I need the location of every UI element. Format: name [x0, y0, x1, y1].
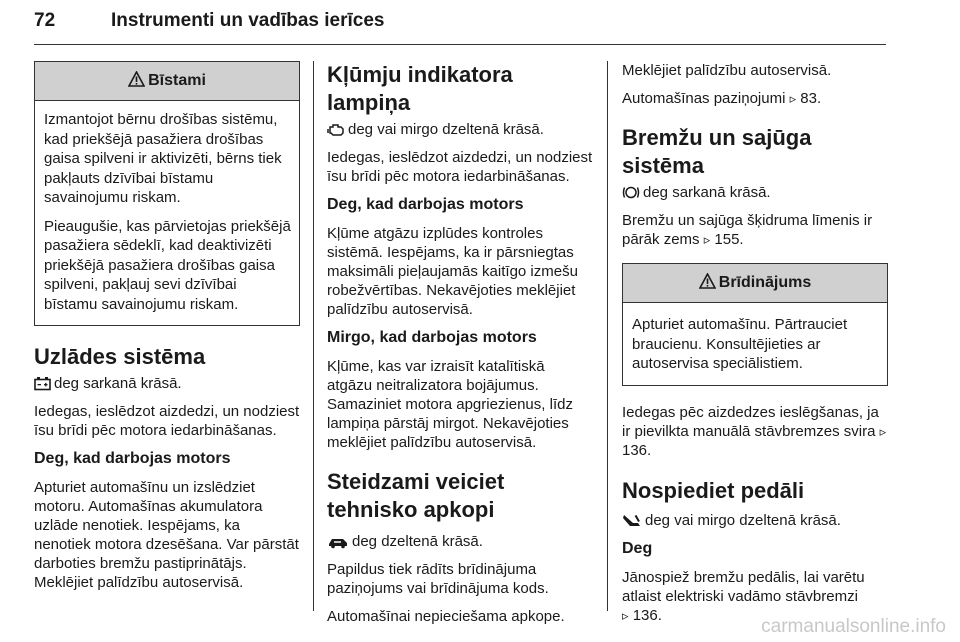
service-indicator-line	[327, 532, 593, 551]
danger-box	[34, 61, 300, 326]
caution-box-header	[623, 264, 887, 303]
danger-box-title: Bīstami	[148, 72, 206, 89]
page-reference-icon: ▹	[789, 91, 797, 106]
watermark: carmanualsonline.info	[761, 616, 946, 637]
section-heading-charging: Uzlādes sistēma	[34, 344, 206, 369]
wrench-car-icon	[327, 534, 349, 549]
body-paragraph: Meklējiet palīdzību autoservisā.	[622, 62, 832, 79]
section-heading-mil: Kļūmju indikatora lampiņa	[327, 62, 513, 115]
page-reference-icon: ▹	[622, 607, 629, 623]
page-reference[interactable]: 155.	[714, 231, 744, 248]
subheading-pedal-on: Deg	[622, 539, 653, 557]
brake-paragraph	[622, 403, 888, 460]
brake-warning-icon	[622, 185, 640, 200]
caution-box	[622, 263, 888, 386]
danger-paragraph: Pieaugušie, kas pārvietojas priekšējā pasažiera sēdeklī, kad deaktivizēti priekšējā pasažiera drošības gaisa spilveni, pakļauj sevi dzīvībai bīstamu savainojumu riskam.	[44, 217, 291, 313]
mil-paragraph: Iedegas, ieslēdzot aizdedzi, un nodziest īsu brīdi pēc motora iedarbināšanas.	[327, 149, 593, 185]
section-heading-pedal: Nospiediet pedāli	[622, 477, 805, 503]
mil-paragraph: Kļūme, kas var izraisīt katalītiskā atgāzu neitralizatora bojājumus. Samaziniet motora apgriezienus, līdz lampiņa pārstāj mirgot. Nekavējoties meklējiet palīdzību autoservisā.	[327, 358, 573, 451]
page-title: Instrumenti un vadības ierīces	[111, 10, 385, 31]
battery-icon	[34, 376, 51, 391]
danger-paragraph: Izmantojot bērnu drošības sistēmu, kad priekšējā pasažiera drošības gaisa spilveni ir aktivizēti, bērns tiek pakļauts dzīvībai bīstamu savainojumu riskam.	[44, 111, 282, 206]
mil-indicator-line	[327, 120, 593, 139]
cross-reference-text: Automašīnas paziņojumi	[622, 90, 786, 107]
caution-box-title: Brīdinājums	[718, 274, 812, 291]
column-middle	[327, 61, 593, 635]
charging-indicator-line	[34, 374, 300, 393]
page-reference[interactable]: 136.	[622, 441, 652, 459]
mil-indicator-text: deg vai mirgo dzeltenā krāsā.	[348, 121, 544, 138]
page-reference[interactable]: 83.	[800, 90, 822, 107]
engine-icon	[327, 122, 345, 137]
page-number: 72	[34, 10, 56, 31]
brake-paragraph-text: Bremžu un sajūga šķidruma līmenis ir pārāk zems	[622, 212, 873, 248]
body-paragraph	[622, 89, 888, 108]
charging-indicator-text: deg sarkanā krāsā.	[54, 375, 182, 392]
pedal-indicator-line	[622, 511, 888, 530]
pedal-indicator-text: deg vai mirgo dzeltenā krāsā.	[645, 511, 841, 529]
warning-triangle-icon	[699, 273, 716, 289]
foot-pedal-icon	[622, 513, 642, 528]
brake-indicator-text: deg sarkanā krāsā.	[643, 184, 771, 201]
service-paragraph: Automašīnai nepieciešama apkope.	[327, 608, 565, 625]
brake-paragraph	[622, 211, 888, 249]
column-left	[34, 61, 300, 601]
service-paragraph: Papildus tiek rādīts brīdinājuma paziņojums vai brīdinājuma kods.	[327, 561, 549, 597]
column-divider	[313, 61, 314, 611]
page-header	[34, 8, 886, 45]
pedal-paragraph-text: Jānospiež bremžu pedālis, lai varētu atlaist elektriski vadāmo stāvbremzi	[622, 568, 865, 605]
column-right	[622, 61, 888, 634]
warning-triangle-icon	[128, 71, 145, 87]
column-divider	[607, 61, 608, 611]
mil-paragraph: Kļūme atgāzu izplūdes kontroles sistēmā. Iespējams, ka ir pārsniegtas maksimāli pieļaujamās kaitīgo izmešu robežvērtības. Nekavējoties meklējiet palīdzību autoservisā.	[327, 225, 578, 318]
subheading-mil-flashing: Mirgo, kad darbojas motors	[327, 329, 537, 346]
subheading-mil-on: Deg, kad darbojas motors	[327, 196, 524, 213]
brake-indicator-line	[622, 183, 888, 202]
caution-paragraph: Apturiet automašīnu. Pārtrauciet braucienu. Konsultējieties ar autoservisa speciālistiem.	[632, 316, 848, 372]
section-heading-brake: Bremžu un sajūga sistēma	[622, 125, 812, 178]
page-reference-icon: ▹	[703, 232, 711, 247]
brake-paragraph-text: Iedegas pēc aizdedzes ieslēgšanas, ja ir pievilkta manuālā stāvbremzes svira	[622, 403, 879, 440]
charging-paragraph: Iedegas, ieslēdzot aizdedzi, un nodziest īsu brīdi pēc motora iedarbināšanas.	[34, 403, 300, 439]
section-heading-service: Steidzami veiciet tehnisko apkopi	[327, 469, 505, 522]
page-reference-icon: ▹	[879, 423, 887, 439]
page-reference[interactable]: 136.	[632, 606, 662, 624]
subheading-charging-running: Deg, kad darbojas motors	[34, 450, 231, 467]
service-indicator-text: deg dzeltenā krāsā.	[352, 533, 483, 550]
charging-paragraph: Apturiet automašīnu un izslēdziet motoru. Automašīnas akumulatora uzlāde nenotiek. Iespējams, ka nenotiek motora dzesēšana. Var pārstāt darboties bremžu pastiprinātājs. Meklējiet palīdzību autoservisā.	[34, 479, 299, 591]
danger-box-header	[35, 62, 299, 101]
